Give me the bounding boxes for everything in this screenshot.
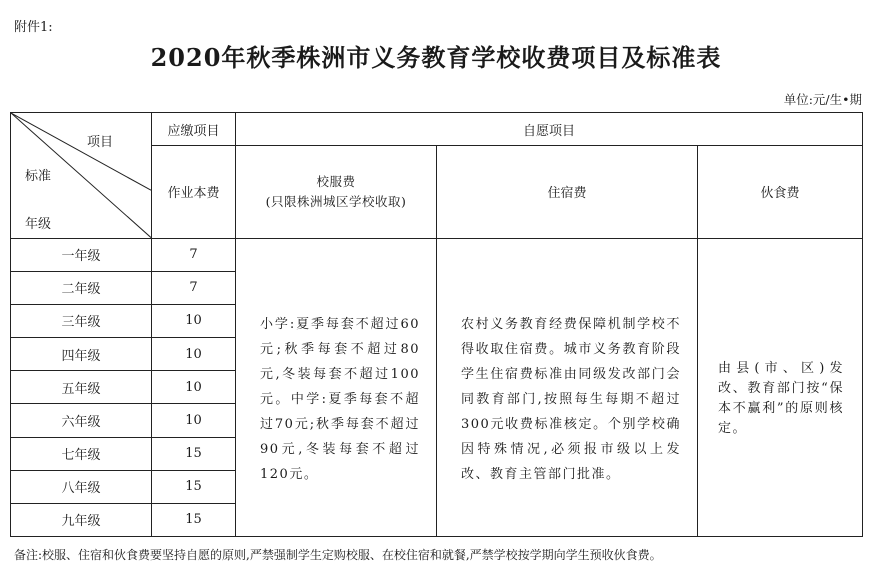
- dorm-fee-header: 住宿费: [437, 146, 698, 238]
- grade-cell: 二年级: [11, 271, 152, 304]
- diag-standard-label: 标准: [25, 169, 52, 184]
- fee-cell: 15: [152, 503, 236, 536]
- food-fee-text: 由县(市、区)发改、教育部门按“保本不赢利”的原则核定。: [718, 361, 844, 437]
- fee-cell: 10: [152, 338, 236, 371]
- fee-cell: 10: [152, 404, 236, 437]
- grade-cell: 八年级: [11, 470, 152, 503]
- grade-cell: 三年级: [11, 304, 152, 337]
- unit-label: 单位:元/生•期: [783, 92, 862, 107]
- grade-cell: 六年级: [11, 404, 152, 437]
- food-fee-cell: [698, 238, 863, 536]
- footnote: 备注:校服、住宿和伙食费要坚持自愿的原则,严禁强制学生定购校服、在校住宿和就餐,严禁学校按学期向学生预收伙食费。: [14, 548, 662, 562]
- grade-cell: 一年级: [11, 238, 152, 271]
- food-fee-header: 伙食费: [698, 146, 863, 238]
- grade-cell: 五年级: [11, 371, 152, 404]
- fee-cell: 7: [152, 271, 236, 304]
- uniform-fee-header: [236, 146, 437, 238]
- fee-cell: 10: [152, 371, 236, 404]
- fee-cell: 7: [152, 238, 236, 271]
- fee-cell: 15: [152, 470, 236, 503]
- fee-table: [10, 112, 863, 537]
- fee-cell: 15: [152, 437, 236, 470]
- diag-grade-label: 年级: [25, 217, 52, 232]
- uniform-fee-cell: [236, 238, 437, 536]
- attachment-label: 附件1:: [14, 20, 53, 35]
- uniform-fee-note: (只限株洲城区学校收取): [265, 193, 407, 209]
- uniform-fee-text: 小学:夏季每套不超过60元;秋季每套不超过80元,冬装每套不超过100元。中学:夏季每套不超过70元;秋季每套不超过90元,冬装每套不超过120元。: [260, 316, 420, 482]
- diag-item-label: 项目: [86, 135, 113, 150]
- page-title: 2020年秋季株洲市义务教育学校收费项目及标准表: [150, 43, 722, 72]
- fee-cell: 10: [152, 304, 236, 337]
- uniform-fee-label: 校服费: [316, 173, 356, 189]
- dorm-fee-cell: [437, 238, 698, 536]
- grade-cell: 四年级: [11, 338, 152, 371]
- textbook-fee-header: 作业本费: [152, 146, 236, 238]
- diagonal-header-cell: [11, 113, 152, 239]
- required-items-header: 应缴项目: [152, 113, 236, 146]
- dorm-fee-text: 农村义务教育经费保障机制学校不得收取住宿费。城市义务教育阶段学生住宿费标准由同级发改部门会同教育部门,按照每生每期不超过300元收费标准核定。个别学校确因特殊情况,必须报市级以上发改、教育主管部门批准。: [461, 316, 681, 482]
- grade-cell: 九年级: [11, 503, 152, 536]
- voluntary-items-header: 自愿项目: [236, 113, 863, 146]
- grade-cell: 七年级: [11, 437, 152, 470]
